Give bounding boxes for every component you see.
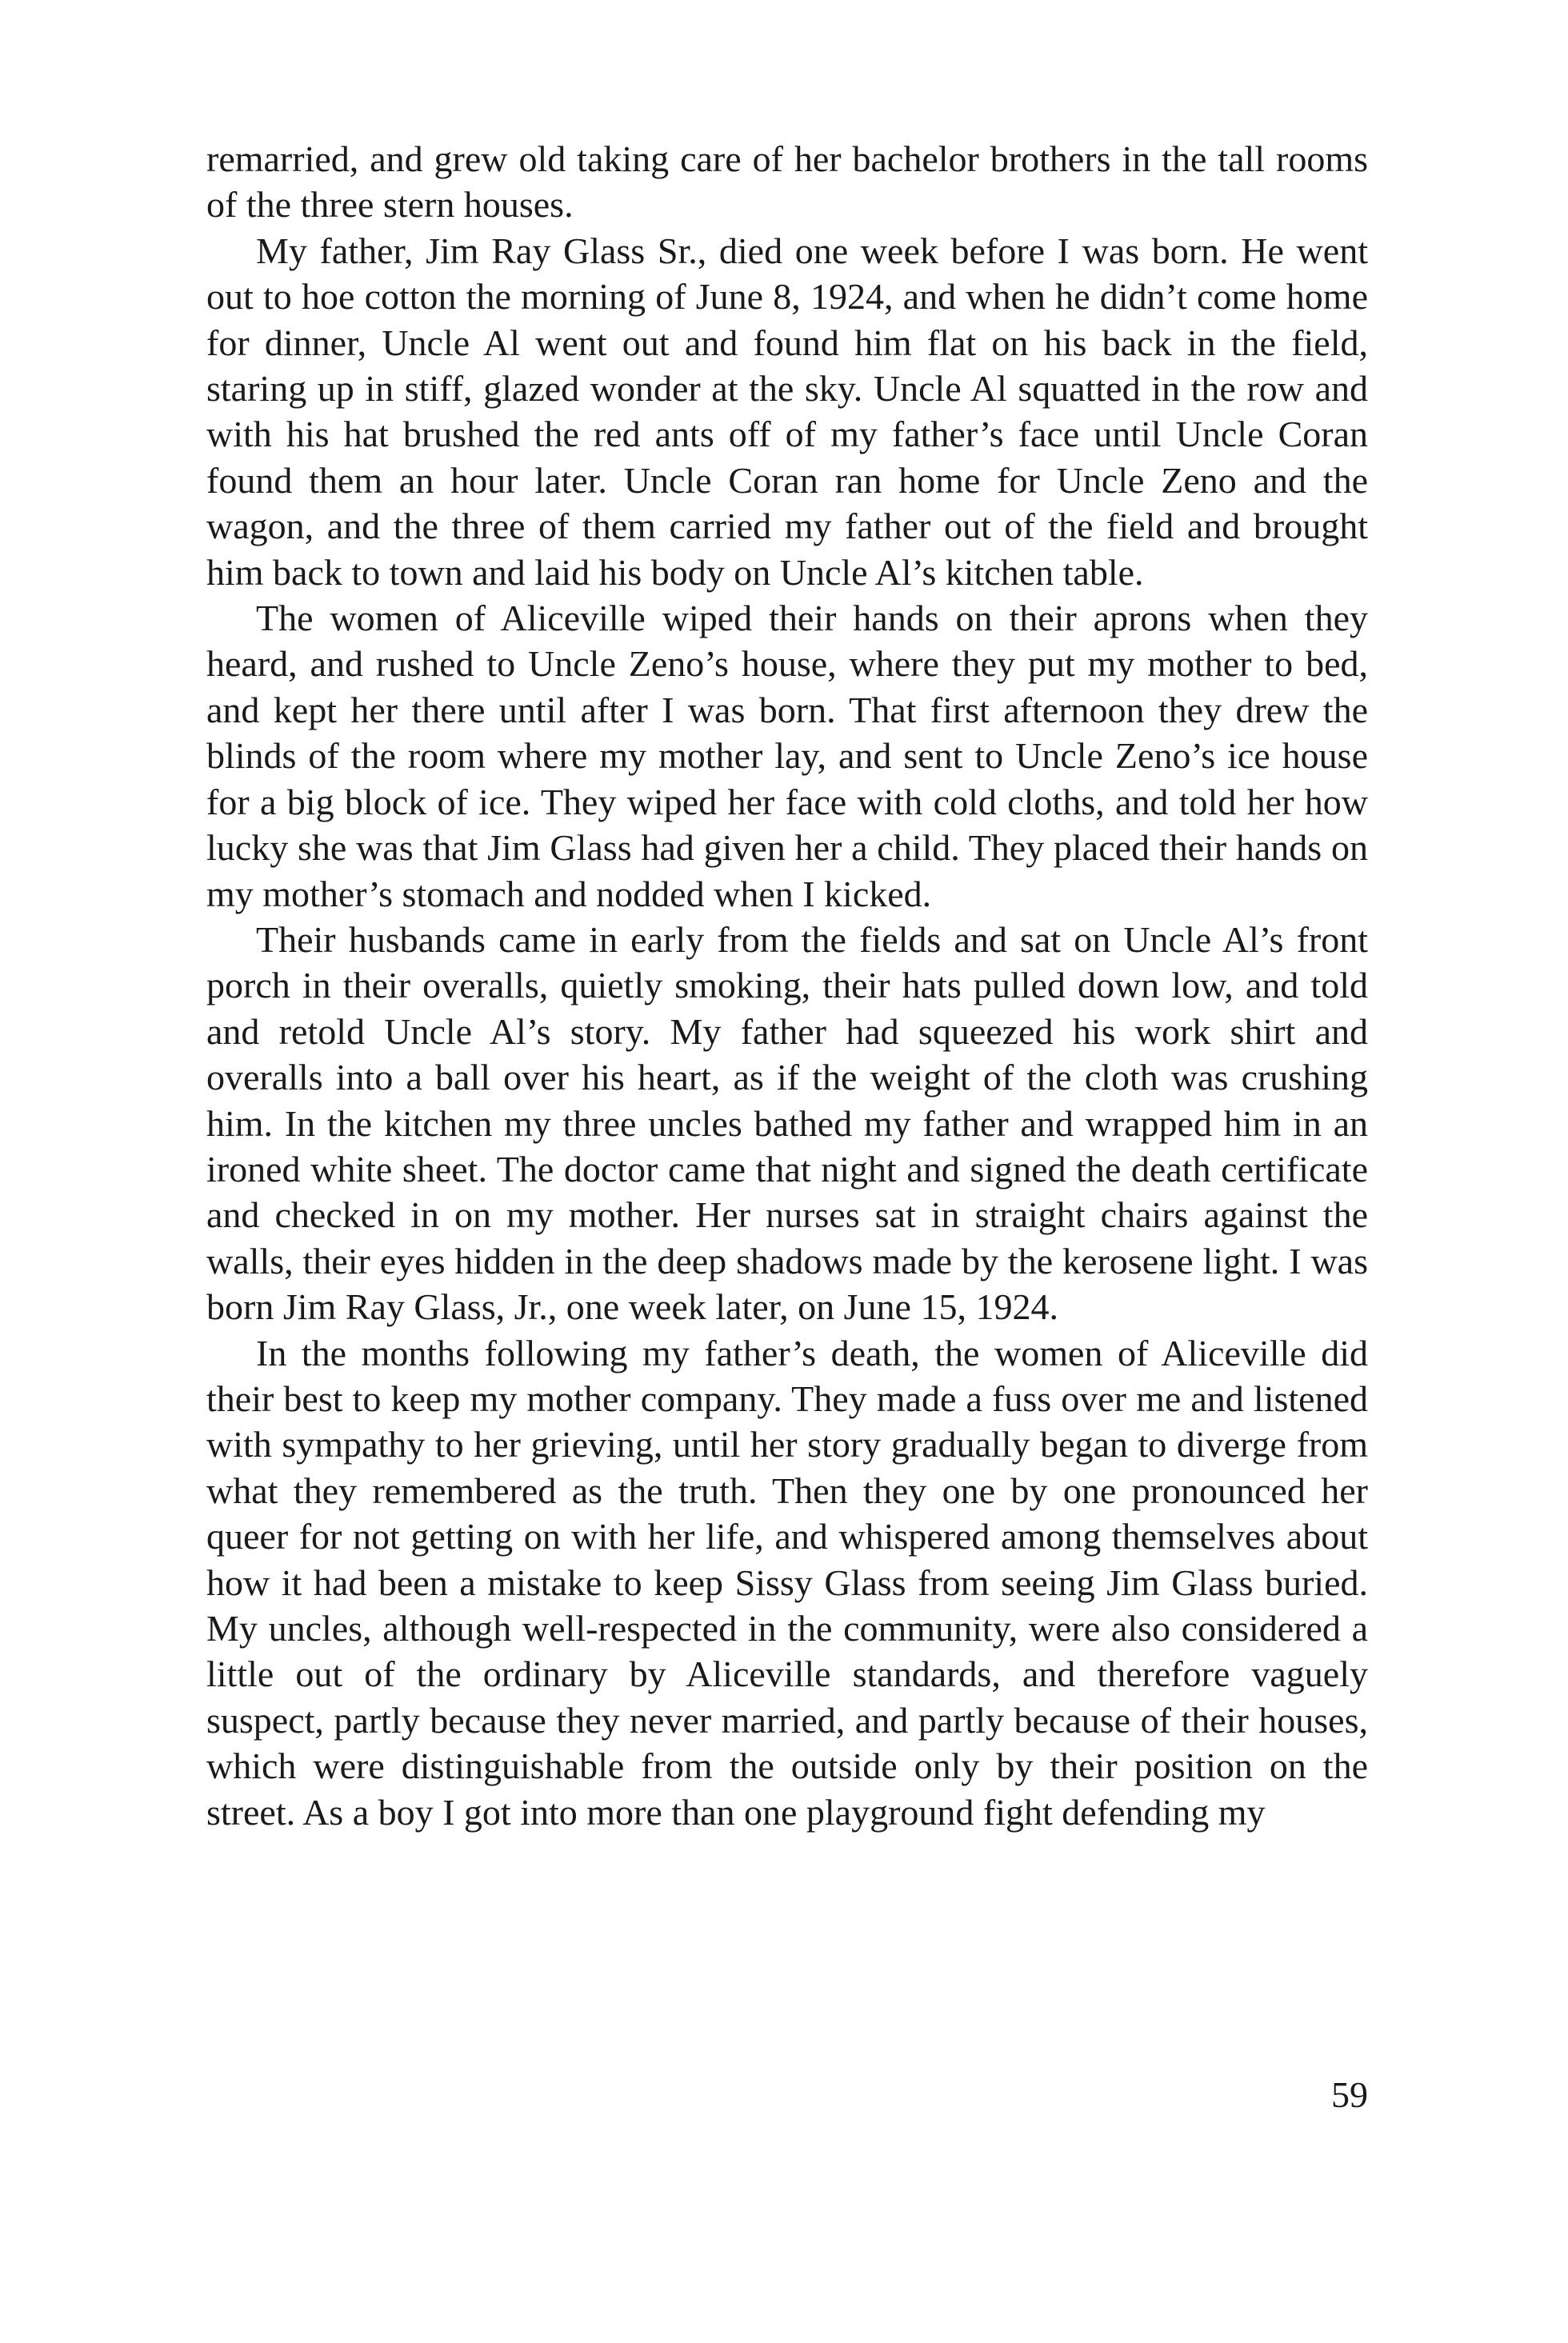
paragraph-2: My father, Jim Ray Glass Sr., died one week before I was born. He went out to hoe cotton the morning of June 8, 1924, and when he didn’t come home for dinner, Uncle Al went out and found him flat on his back in the field, staring up in stiff, glazed wonder at the sky. Uncle Al squatted in the row and with his hat brushed the red ants off of my father’s face until Uncle Coran found them an hour later. Uncle Coran ran home for Uncle Zeno and the wagon, and the three of them carried my father out of the field and brought him back to town and laid his body on Uncle Al’s kitchen table. xyxy=(206,230,1368,593)
paragraph-5: In the months following my father’s death, the women of Aliceville did their best to keep my mother company. They made a fuss over me and listened with sympathy to her grieving, until her story gradually began to diverge from what they remembered as the truth. Then they one by one pronounced her queer for not getting on with her life, and whispered among themselves about how it had been a mistake to keep Sissy Glass from seeing Jim Glass buried. My uncles, although well-respected in the community, were also considered a little out of the ordinary by Aliceville standards, and therefore vaguely suspect, partly because they never married, and partly because of their houses, which were distinguishable from the outside only by their position on the street. As a boy I got into more than one playground fight defending my xyxy=(206,1332,1368,1833)
page-body xyxy=(206,136,1368,1835)
paragraph-1: remarried, and grew old taking care of her bachelor brothers in the tall rooms of the three stern houses. xyxy=(206,138,1368,226)
paragraph-4: Their husbands came in early from the fields and sat on Uncle Al’s front porch in their overalls, quietly smoking, their hats pulled down low, and told and retold Uncle Al’s story. My father had squeezed his work shirt and overalls into a ball over his heart, as if the weight of the cloth was crushing him. In the kitchen my three uncles bathed my father and wrapped him in an ironed white sheet. The doctor came that night and signed the death certificate and checked in on my mother. Her nurses sat in straight chairs against the walls, their eyes hidden in the deep shadows made by the kerosene light. I was born Jim Ray Glass, Jr., one week later, on June 15, 1924. xyxy=(206,918,1368,1328)
paragraph-3: The women of Aliceville wiped their hands on their aprons when they heard, and rushed to Uncle Zeno’s house, where they put my mother to bed, and kept her there until after I was born. That first afternoon they drew the blinds of the room where my mother lay, and sent to Uncle Zeno’s ice house for a big block of ice. They wiped her face with cold cloths, and told her how lucky she was that Jim Glass had given her a child. They placed their hands on my mother’s stomach and nodded when I kicked. xyxy=(206,598,1368,914)
page-number: 59 xyxy=(1331,2074,1368,2115)
